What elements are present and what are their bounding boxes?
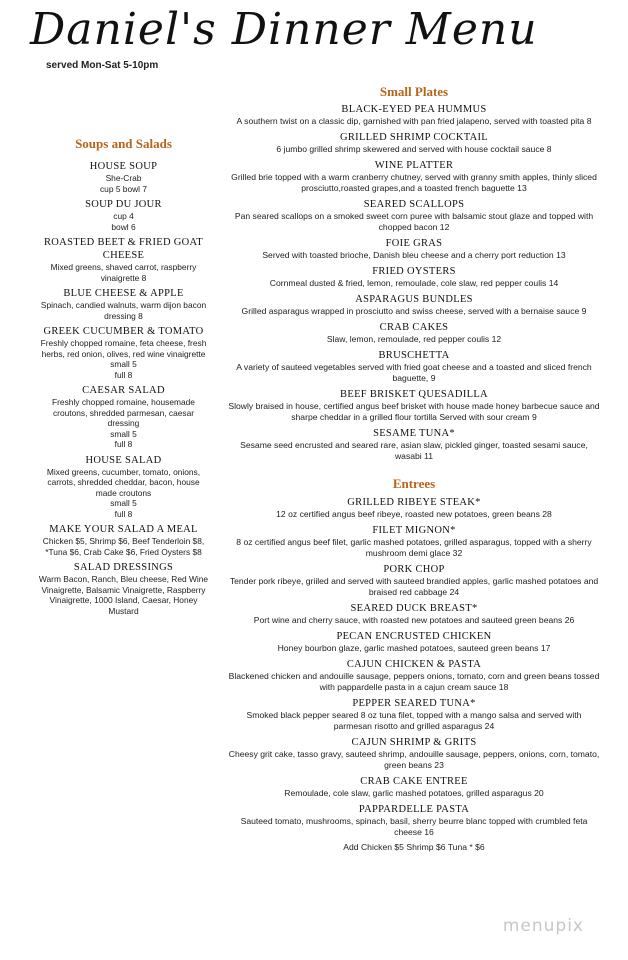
menu-item [36, 561, 211, 616]
menu-item-name: GREEK CUCUMBER & TOMATO [43, 326, 204, 337]
menu-item [36, 287, 211, 321]
menu-item-name: CRAB CAKES [379, 322, 449, 333]
entrees-list [228, 496, 600, 838]
menu-item-name: ASPARAGUS BUNDLES [355, 294, 473, 305]
menu-item [228, 388, 600, 423]
menu-item-description: Sesame seed encrusted and seared rare, asian slaw, pickled ginger, toasted sesami sauce, wasabi 11 [240, 440, 588, 461]
menu-item-description: 6 jumbo grilled shrimp skewered and served with house cocktail sauce 8 [276, 144, 552, 154]
menu-item-name: SOUP DU JOUR [85, 199, 162, 210]
menu-item-name: SESAME TUNA* [373, 428, 455, 439]
menu-hours: served Mon-Sat 5-10pm [46, 60, 159, 71]
menu-item [228, 496, 600, 520]
menu-item [36, 384, 211, 450]
menu-item [228, 697, 600, 732]
soups-salads-list [36, 160, 211, 616]
menu-item [228, 293, 600, 317]
menu-item-name: PAPPARDELLE PASTA [358, 804, 470, 815]
menu-item-name: CAESAR SALAD [82, 385, 165, 396]
menu-item-description: Slaw, lemon, remoulade, red pepper coulis 12 [326, 334, 502, 344]
menu-item-description: Smoked black pepper seared 8 oz tuna filet, topped with a mango salsa and served with parmesan risotto and grilled asparagus 24 [246, 710, 582, 731]
menu-item [228, 630, 600, 654]
menu-item-name: BLACK-EYED PEA HUMMUS [341, 104, 487, 115]
menu-item [228, 524, 600, 559]
menu-item [228, 736, 600, 771]
menu-item [228, 563, 600, 598]
menu-item [36, 236, 211, 283]
menu-item-name: CRAB CAKE ENTREE [360, 776, 468, 787]
main-menu-column [228, 84, 600, 853]
menu-item [228, 321, 600, 345]
menu-item-name: FRIED OYSTERS [372, 266, 456, 277]
menu-item-description: Served with toasted brioche, Danish bleu cheese and a cherry port reduction 13 [262, 250, 566, 260]
menu-item-name: SALAD DRESSINGS [73, 562, 174, 573]
menu-item-description: cup 4 bowl 6 [111, 211, 136, 232]
menu-item-description: Slowly braised in house, certified angus beef brisket with house made honey barbecue sauce and sharpe cheddar in a grilled flour tortilla Served with sour cream 9 [228, 401, 600, 422]
menu-item-name: BLUE CHEESE & APPLE [63, 288, 184, 299]
menu-item-description: 12 oz certified angus beef ribeye, roasted new potatoes, green beans 28 [276, 509, 552, 519]
menu-item-description: Warm Bacon, Ranch, Bleu cheese, Red Wine Vinaigrette, Balsamic Vinaigrette, Raspberry Vinaigrette, 1000 Island, Caesar, Honey Mustard [38, 574, 209, 616]
menupix-watermark: menupix [502, 916, 584, 936]
menu-item-description: Cheesy grit cake, tasso gravy, sauteed shrimp, andouille sausage, peppers, onions, corn, tomato, green beans 23 [228, 749, 600, 770]
menu-item [228, 103, 600, 127]
menu-item-description: Freshly chopped romaine, feta cheese, fresh herbs, red onion, olives, red wine vinaigrette small 5 full 8 [40, 338, 207, 380]
menu-item [228, 349, 600, 384]
menu-item-name: ROASTED BEET & FRIED GOAT CHEESE [44, 237, 203, 261]
menu-item-name: HOUSE SALAD [85, 454, 162, 466]
menu-item-description: Spinach, candied walnuts, warm dijon bacon dressing 8 [40, 300, 207, 321]
menu-item-name: BEEF BRISKET QUESADILLA [340, 389, 488, 400]
menu-item-description: Sauteed tomato, mushrooms, spinach, basil, sherry beurre blanc topped with crumbled feta cheese 16 [240, 816, 588, 837]
menu-item-description: Chicken $5, Shrimp $6, Beef Tenderloin $8, *Tuna $6, Crab Cake $6, Fried Oysters $8 [42, 536, 205, 557]
entree-addons: Add Chicken $5 Shrimp $6 Tuna * $6 [343, 842, 485, 852]
menu-item-description: Pan seared scallops on a smoked sweet corn puree with balsamic stout glaze and topped with chopped bacon 12 [234, 211, 594, 232]
menu-item-name: SEARED SCALLOPS [363, 199, 465, 210]
menu-item [228, 198, 600, 233]
menu-item-description: Freshly chopped romaine, housemade croutons, shredded parmesan, caesar dressing small 5 full 8 [52, 397, 195, 449]
entrees-heading: Entrees [392, 476, 436, 491]
menu-item [228, 803, 600, 838]
menu-item [36, 325, 211, 380]
menu-item-description: Remoulade, cole slaw, garlic mashed potatoes, grilled asparagus 20 [284, 788, 544, 798]
menu-item-name: FILET MIGNON* [372, 525, 456, 536]
small-plates-heading: Small Plates [379, 84, 449, 99]
menu-item-name: CAJUN SHRIMP & GRITS [351, 737, 477, 748]
menu-item [228, 159, 600, 194]
menu-item [228, 658, 600, 693]
menu-item-name: FOIE GRAS [385, 238, 443, 249]
menu-item-description: Grilled brie topped with a warm cranberry chutney, served with granny smith apples, thinly sliced prosciutto,roasted grapes,and a toasted french baguette 13 [231, 172, 597, 193]
menu-item-name: GRILLED RIBEYE STEAK* [347, 497, 481, 508]
small-plates-list [228, 103, 600, 462]
menu-item [228, 237, 600, 261]
menu-item-name: MAKE YOUR SALAD A MEAL [49, 524, 198, 535]
menu-item-name: SEARED DUCK BREAST* [350, 603, 478, 614]
soups-salads-heading: Soups and Salads [75, 136, 172, 151]
menu-item [228, 265, 600, 289]
menu-item [36, 160, 211, 194]
menu-item-name: CAJUN CHICKEN & PASTA [346, 659, 482, 670]
menu-item [36, 454, 211, 520]
menu-item-description: Mixed greens, shaved carrot, raspberry vinaigrette 8 [50, 262, 197, 283]
menu-item-name: PEPPER SEARED TUNA* [352, 698, 476, 709]
menu-item-name: GRILLED SHRIMP COCKTAIL [339, 132, 488, 143]
menu-item-name: WINE PLATTER [374, 160, 454, 171]
menu-item-description: Mixed greens, cucumber, tomato, onions, carrots, shredded cheddar, bacon, house made croutons small 5 full 8 [46, 466, 201, 519]
menu-item-name: HOUSE SOUP [89, 161, 158, 172]
menu-item-description: A variety of sauteed vegetables served with fried goat cheese and a toasted and sliced french baguette, 9 [236, 362, 592, 383]
menu-item-description: Honey bourbon glaze, garlic mashed potatoes, sauteed green beans 17 [277, 643, 551, 653]
menu-item-description: Grilled asparagus wrapped in prosciutto and swiss cheese, served with a bernaise sauce 9 [241, 306, 587, 316]
menu-item-description: Cornmeal dusted & fried, lemon, remoulade, cole slaw, red pepper coulis 14 [269, 278, 559, 288]
menu-item [36, 198, 211, 232]
menu-title: Daniel's Dinner Menu [30, 4, 538, 55]
menu-item-description: Port wine and cherry sauce, with roasted new potatoes and sauteed green beans 26 [253, 615, 575, 625]
menu-item-description: She-Crab cup 5 bowl 7 [99, 173, 148, 194]
menu-item-name: PECAN ENCRUSTED CHICKEN [336, 631, 492, 642]
menu-item-description: Blackened chicken and andouille sausage, peppers onions, tomato, corn and green beans tossed with pappardelle pasta in a cajun cream sauce 18 [228, 671, 600, 692]
soups-salads-section [36, 136, 211, 620]
menu-item-description: A southern twist on a classic dip, garnished with pan fried jalapeno, served with toasted pita 8 [236, 116, 592, 126]
menu-item [228, 602, 600, 626]
menu-item-description: 8 oz certified angus beef filet, garlic mashed potatoes, grilled asparagus, topped with a sherry mushroom demi glace 32 [236, 537, 592, 558]
menu-item [36, 523, 211, 557]
menu-item [228, 775, 600, 799]
menu-item-name: BRUSCHETTA [378, 350, 450, 361]
menu-item [228, 427, 600, 462]
menu-item-name: PORK CHOP [383, 564, 445, 575]
menu-item [228, 131, 600, 155]
menu-item-description: Tender pork ribeye, griiled and served with sauteed brandied apples, garlic mashed potatoes and braised red cabbage 24 [229, 576, 599, 597]
